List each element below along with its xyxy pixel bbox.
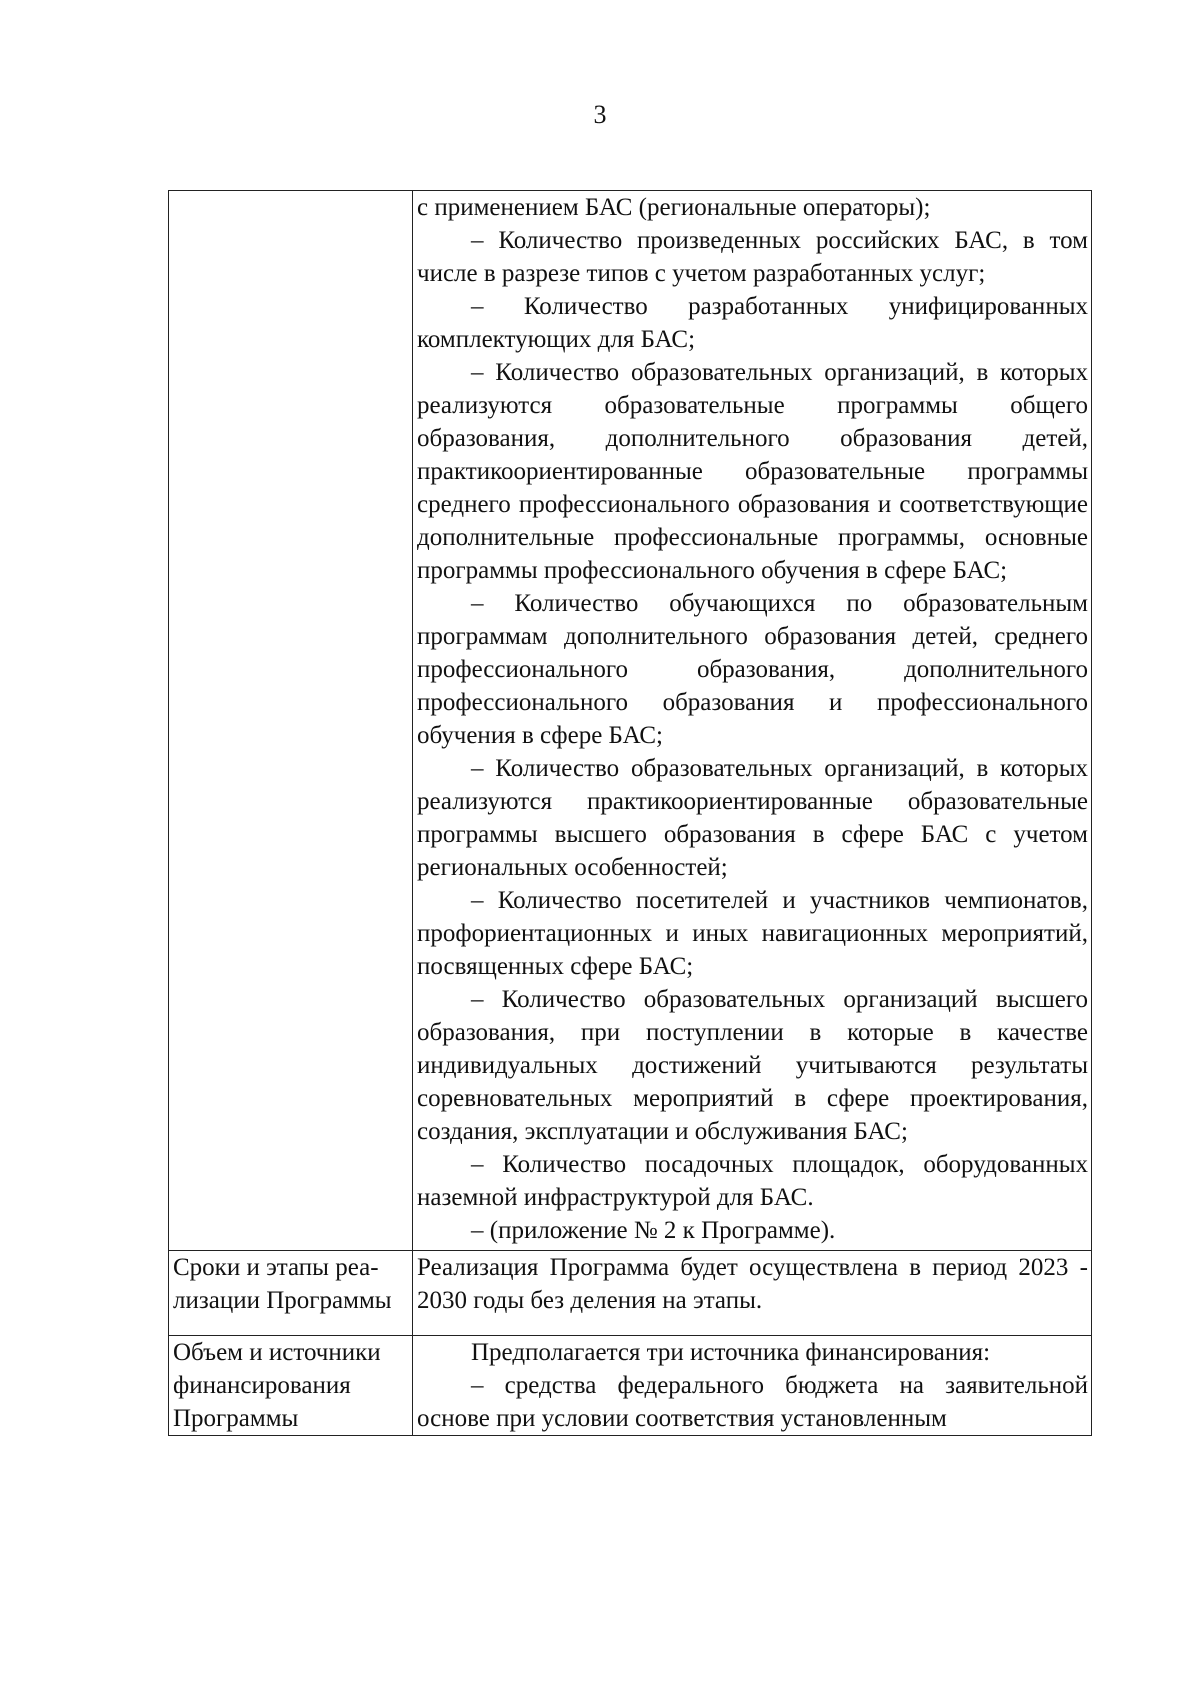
paragraph: – Количество образовательных организаций, в которых реализуются образовательные программы общего образования, дополнительного образования детей, практикоориентированные образовательные программы среднего профессионального образования и соответствующие дополнительные профессиональные программы, основные программы профессионального обучения в сфере БАС;	[417, 359, 1088, 584]
program-passport-table	[168, 190, 1092, 1436]
row-label-cell	[169, 1251, 413, 1336]
paragraph: – Количество образовательных организаций высшего образования, при поступлении в которые в качестве индивидуальных достижений учитываются результаты соревновательных мероприятий в сфере проектирования, создания, эксплуатации и обслуживания БАС;	[417, 986, 1088, 1145]
paragraph: – (приложение № 2 к Программе).	[471, 1217, 836, 1244]
table-row	[169, 191, 1092, 1251]
paragraph: – Количество посадочных площадок, оборудованных наземной инфраструктурой для БАС.	[417, 1151, 1088, 1211]
row-label-cell	[169, 1336, 413, 1436]
paragraph: Реализация Программа будет осуществлена в период 2023 - 2030 годы без деления на этапы.	[417, 1254, 1088, 1314]
paragraph: – Количество произведенных российских БАС, в том числе в разрезе типов с учетом разработанных услуг;	[417, 227, 1088, 287]
paragraph: с применением БАС (региональные операторы);	[417, 194, 931, 221]
row-label: Сроки и этапы реализации Программы	[173, 1254, 392, 1314]
table-row	[169, 1251, 1092, 1336]
paragraph: Предполагается три источника финансирования:	[471, 1339, 991, 1366]
row-content-cell	[413, 191, 1092, 1251]
page-number: 3	[593, 100, 607, 129]
paragraph: – Количество посетителей и участников чемпионатов, профориентационных и иных навигационных мероприятий, посвященных сфере БАС;	[417, 887, 1088, 980]
paragraph: – средства федерального бюджета на заявительной основе при условии соответствия установленным	[417, 1372, 1088, 1432]
row-content-cell	[413, 1251, 1092, 1336]
row-label-cell	[169, 191, 413, 1251]
paragraph: – Количество разработанных унифицированных комплектующих для БАС;	[417, 293, 1088, 353]
row-content-cell	[413, 1336, 1092, 1436]
paragraph: – Количество обучающихся по образовательным программам дополнительного образования детей, среднего профессионального образования, дополнительного профессионального образования и профессионального обучения в сфере БАС;	[417, 590, 1088, 749]
paragraph: – Количество образовательных организаций, в которых реализуются практикоориентированные образовательные программы высшего образования в сфере БАС с учетом региональных особенностей;	[417, 755, 1088, 881]
table-row	[169, 1336, 1092, 1436]
row-label: Объем и источники финансирования Программы	[173, 1339, 381, 1432]
